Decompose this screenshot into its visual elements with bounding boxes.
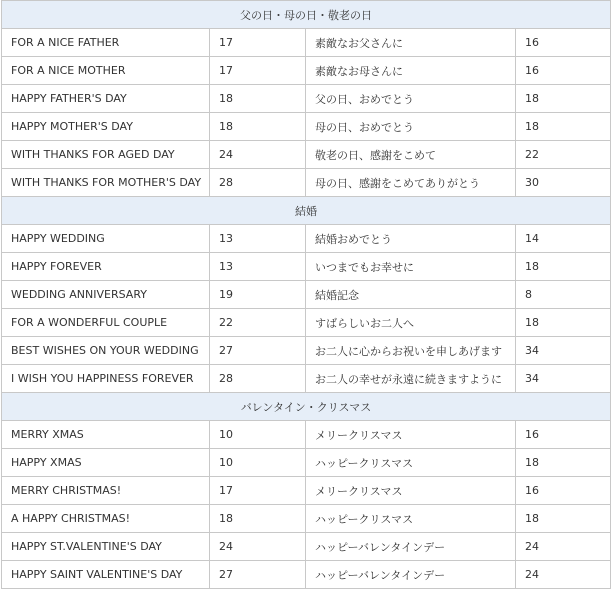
english-phrase-cell: FOR A NICE MOTHER <box>2 57 210 85</box>
english-char-count-cell: 10 <box>210 421 306 449</box>
japanese-char-count-cell: 18 <box>516 85 611 113</box>
english-char-count-cell: 22 <box>210 309 306 337</box>
english-phrase-cell: HAPPY FATHER'S DAY <box>2 85 210 113</box>
table-row <box>2 449 611 477</box>
japanese-phrase-cell: 素敵なお父さんに <box>306 29 516 57</box>
english-char-count-cell: 17 <box>210 477 306 505</box>
english-char-count-cell: 27 <box>210 561 306 589</box>
table-row <box>2 337 611 365</box>
table-row <box>2 365 611 393</box>
table-row <box>2 113 611 141</box>
table-row <box>2 29 611 57</box>
japanese-char-count-cell: 18 <box>516 449 611 477</box>
english-phrase-cell: BEST WISHES ON YOUR WEDDING <box>2 337 210 365</box>
table-row <box>2 309 611 337</box>
japanese-phrase-cell: メリークリスマス <box>306 421 516 449</box>
table-row <box>2 421 611 449</box>
english-phrase-cell: WITH THANKS FOR MOTHER'S DAY <box>2 169 210 197</box>
table-row <box>2 561 611 589</box>
english-char-count-cell: 24 <box>210 533 306 561</box>
section-header-row <box>2 197 611 225</box>
english-char-count-cell: 24 <box>210 141 306 169</box>
japanese-char-count-cell: 24 <box>516 561 611 589</box>
english-phrase-cell: A HAPPY CHRISTMAS! <box>2 505 210 533</box>
english-phrase-cell: I WISH YOU HAPPINESS FOREVER <box>2 365 210 393</box>
english-phrase-cell: FOR A WONDERFUL COUPLE <box>2 309 210 337</box>
english-phrase-cell: FOR A NICE FATHER <box>2 29 210 57</box>
english-char-count-cell: 13 <box>210 253 306 281</box>
table-row <box>2 533 611 561</box>
table-row <box>2 477 611 505</box>
section-header-row <box>2 393 611 421</box>
table-row <box>2 253 611 281</box>
japanese-char-count-cell: 24 <box>516 533 611 561</box>
japanese-phrase-cell: 母の日、おめでとう <box>306 113 516 141</box>
english-phrase-cell: WEDDING ANNIVERSARY <box>2 281 210 309</box>
table-row <box>2 225 611 253</box>
english-char-count-cell: 27 <box>210 337 306 365</box>
section-title: 父の日・母の日・敬老の日 <box>2 1 611 29</box>
english-phrase-cell: MERRY XMAS <box>2 421 210 449</box>
table-row <box>2 57 611 85</box>
japanese-phrase-cell: ハッピークリスマス <box>306 505 516 533</box>
phrase-table <box>1 0 611 589</box>
japanese-phrase-cell: すばらしいお二人へ <box>306 309 516 337</box>
japanese-char-count-cell: 8 <box>516 281 611 309</box>
english-char-count-cell: 18 <box>210 505 306 533</box>
japanese-phrase-cell: 素敵なお母さんに <box>306 57 516 85</box>
section-title: バレンタイン・クリスマス <box>2 393 611 421</box>
english-phrase-cell: HAPPY MOTHER'S DAY <box>2 113 210 141</box>
japanese-char-count-cell: 14 <box>516 225 611 253</box>
japanese-phrase-cell: ハッピーバレンタインデー <box>306 533 516 561</box>
english-phrase-cell: HAPPY WEDDING <box>2 225 210 253</box>
english-char-count-cell: 19 <box>210 281 306 309</box>
japanese-phrase-cell: 母の日、感謝をこめてありがとう <box>306 169 516 197</box>
japanese-phrase-cell: 敬老の日、感謝をこめて <box>306 141 516 169</box>
english-phrase-cell: HAPPY XMAS <box>2 449 210 477</box>
english-char-count-cell: 10 <box>210 449 306 477</box>
english-phrase-cell: HAPPY SAINT VALENTINE'S DAY <box>2 561 210 589</box>
japanese-phrase-cell: ハッピーバレンタインデー <box>306 561 516 589</box>
english-phrase-cell: HAPPY ST.VALENTINE'S DAY <box>2 533 210 561</box>
japanese-char-count-cell: 18 <box>516 505 611 533</box>
english-phrase-cell: WITH THANKS FOR AGED DAY <box>2 141 210 169</box>
table-row <box>2 169 611 197</box>
table-row <box>2 85 611 113</box>
japanese-char-count-cell: 34 <box>516 365 611 393</box>
section-title: 結婚 <box>2 197 611 225</box>
english-char-count-cell: 17 <box>210 57 306 85</box>
japanese-phrase-cell: 父の日、おめでとう <box>306 85 516 113</box>
japanese-char-count-cell: 30 <box>516 169 611 197</box>
japanese-char-count-cell: 18 <box>516 309 611 337</box>
japanese-phrase-cell: お二人に心からお祝いを申しあげます <box>306 337 516 365</box>
table-row <box>2 281 611 309</box>
english-phrase-cell: MERRY CHRISTMAS! <box>2 477 210 505</box>
japanese-char-count-cell: 22 <box>516 141 611 169</box>
japanese-phrase-cell: 結婚記念 <box>306 281 516 309</box>
japanese-char-count-cell: 16 <box>516 57 611 85</box>
phrase-table-body <box>2 1 611 589</box>
japanese-char-count-cell: 34 <box>516 337 611 365</box>
japanese-char-count-cell: 16 <box>516 421 611 449</box>
japanese-char-count-cell: 16 <box>516 29 611 57</box>
japanese-phrase-cell: 結婚おめでとう <box>306 225 516 253</box>
japanese-char-count-cell: 16 <box>516 477 611 505</box>
english-char-count-cell: 13 <box>210 225 306 253</box>
english-char-count-cell: 18 <box>210 85 306 113</box>
japanese-phrase-cell: お二人の幸せが永遠に続きますように <box>306 365 516 393</box>
english-char-count-cell: 18 <box>210 113 306 141</box>
table-row <box>2 141 611 169</box>
table-row <box>2 505 611 533</box>
japanese-phrase-cell: ハッピークリスマス <box>306 449 516 477</box>
english-char-count-cell: 28 <box>210 169 306 197</box>
english-char-count-cell: 28 <box>210 365 306 393</box>
english-phrase-cell: HAPPY FOREVER <box>2 253 210 281</box>
japanese-phrase-cell: いつまでもお幸せに <box>306 253 516 281</box>
japanese-char-count-cell: 18 <box>516 113 611 141</box>
japanese-char-count-cell: 18 <box>516 253 611 281</box>
section-header-row <box>2 1 611 29</box>
japanese-phrase-cell: メリークリスマス <box>306 477 516 505</box>
english-char-count-cell: 17 <box>210 29 306 57</box>
